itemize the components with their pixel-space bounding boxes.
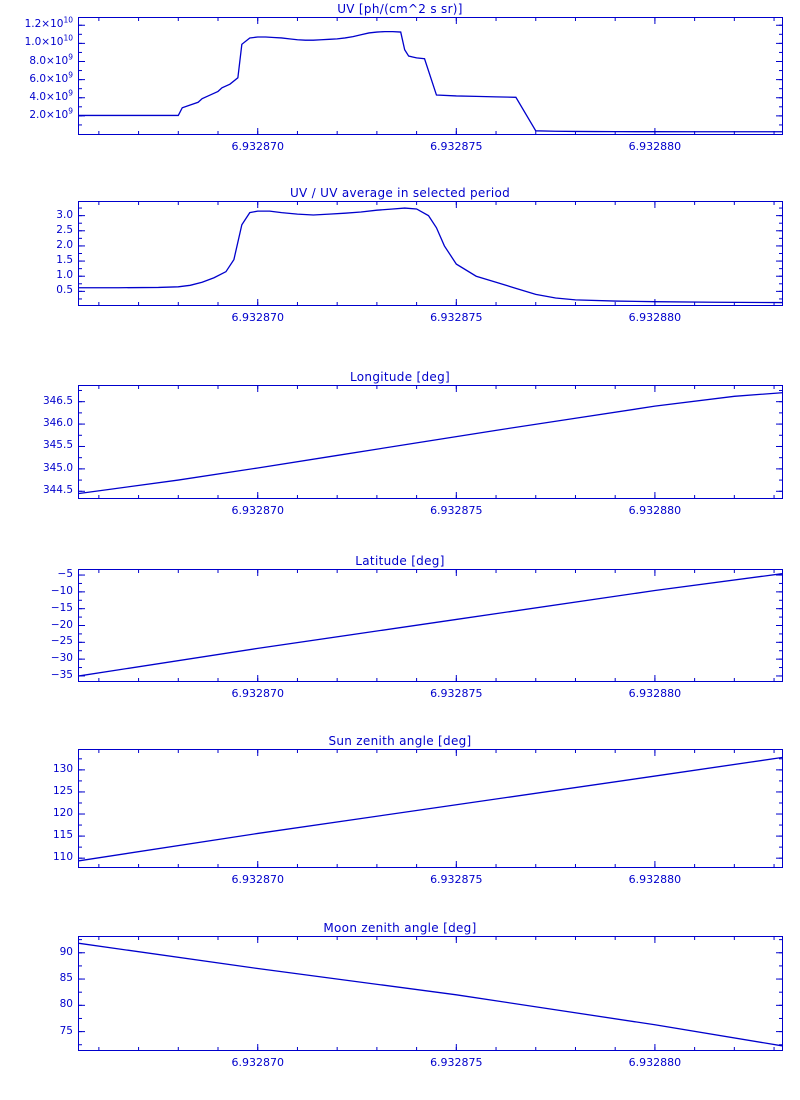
y-axis-tick-label: 1.5 <box>56 254 73 267</box>
y-axis-tick-label: −25 <box>50 635 73 648</box>
x-axis-tick-label: 6.932875 <box>430 687 483 700</box>
x-axis-tick-label: 6.932875 <box>430 873 483 886</box>
x-axis-tick-label: 6.932880 <box>628 311 682 324</box>
x-axis-tick-label: 6.932875 <box>430 140 483 153</box>
x-axis-tick-label: 6.932870 <box>231 687 284 700</box>
y-axis-tick-label: $1.0\times 10^{10}$ <box>24 33 73 49</box>
x-axis-tick-label: 6.932875 <box>430 504 483 517</box>
y-axis-tick-label: 346.5 <box>42 394 73 407</box>
series-line <box>79 202 782 305</box>
y-axis-tick-label: 0.5 <box>56 284 73 297</box>
x-axis-tick-label: 6.932880 <box>628 140 682 153</box>
x-axis-tick-label: 6.932870 <box>231 311 284 324</box>
y-axis-tick-label: 130 <box>52 762 73 775</box>
chart-title: UV [ph/(cm^2 s sr)] <box>337 2 463 16</box>
x-axis-tick-label: 6.932870 <box>231 504 284 517</box>
y-axis-tick-label: 346.0 <box>42 417 73 430</box>
y-axis-tick-label: 125 <box>52 784 73 797</box>
y-axis-tick-label: −15 <box>50 601 73 614</box>
y-axis-tick-label: 90 <box>59 945 73 958</box>
x-axis-tick-label: 6.932880 <box>628 687 682 700</box>
chart-title: Latitude [deg] <box>355 554 445 568</box>
plot-area <box>78 749 783 868</box>
x-axis-tick-label: 6.932870 <box>231 873 284 886</box>
chart-title: Longitude [deg] <box>350 370 450 384</box>
y-axis-tick-label: −20 <box>50 618 73 631</box>
y-axis-tick-label: 3.0 <box>56 208 73 221</box>
x-axis-tick-label: 6.932875 <box>430 311 483 324</box>
series-line <box>79 18 782 134</box>
y-axis-tick-label: $2.0\times 10^9$ <box>29 106 73 121</box>
x-axis-tick-label: 6.932870 <box>231 140 284 153</box>
y-axis-tick-label: 2.0 <box>56 238 73 251</box>
x-axis-tick-label: 6.932870 <box>231 1056 284 1069</box>
y-axis-tick-label: 2.5 <box>56 223 73 236</box>
series-line <box>79 386 782 498</box>
y-axis-tick-label: $4.0\times 10^9$ <box>29 88 73 103</box>
x-axis-tick-label: 6.932875 <box>430 1056 483 1069</box>
x-axis-tick-label: 6.932880 <box>628 504 682 517</box>
series-line <box>79 750 782 867</box>
chart-title: Moon zenith angle [deg] <box>323 921 477 935</box>
y-axis-tick-label: −5 <box>57 568 73 581</box>
plot-area <box>78 569 783 682</box>
y-axis-tick-label: −30 <box>50 652 73 665</box>
series-line <box>79 937 782 1050</box>
x-axis-tick-label: 6.932880 <box>628 873 682 886</box>
chart-title: Sun zenith angle [deg] <box>328 734 472 748</box>
y-axis-tick-label: 75 <box>59 1024 73 1037</box>
y-axis-tick-label: 120 <box>52 807 73 820</box>
x-axis-tick-label: 6.932880 <box>628 1056 682 1069</box>
plot-area <box>78 385 783 499</box>
y-axis-tick-label: 345.5 <box>42 439 73 452</box>
y-axis-tick-label: 345.0 <box>42 461 73 474</box>
y-axis-tick-label: 344.5 <box>42 484 73 497</box>
y-axis-tick-label: $6.0\times 10^9$ <box>29 70 73 85</box>
y-axis-tick-label: 1.0 <box>56 269 73 282</box>
y-axis-tick-label: $8.0\times 10^9$ <box>29 52 73 67</box>
y-axis-tick-label: −10 <box>50 584 73 597</box>
y-axis-tick-label: −35 <box>50 668 73 681</box>
plot-area <box>78 201 783 306</box>
y-axis-tick-label: 110 <box>52 851 73 864</box>
y-axis-tick-label: 85 <box>59 972 73 985</box>
series-line <box>79 570 782 681</box>
plot-area <box>78 936 783 1051</box>
y-axis-tick-label: 115 <box>52 829 73 842</box>
y-axis-tick-label: $1.2\times 10^{10}$ <box>24 15 73 31</box>
chart-title: UV / UV average in selected period <box>289 186 511 200</box>
plot-area <box>78 17 783 135</box>
y-axis-tick-label: 80 <box>59 998 73 1011</box>
